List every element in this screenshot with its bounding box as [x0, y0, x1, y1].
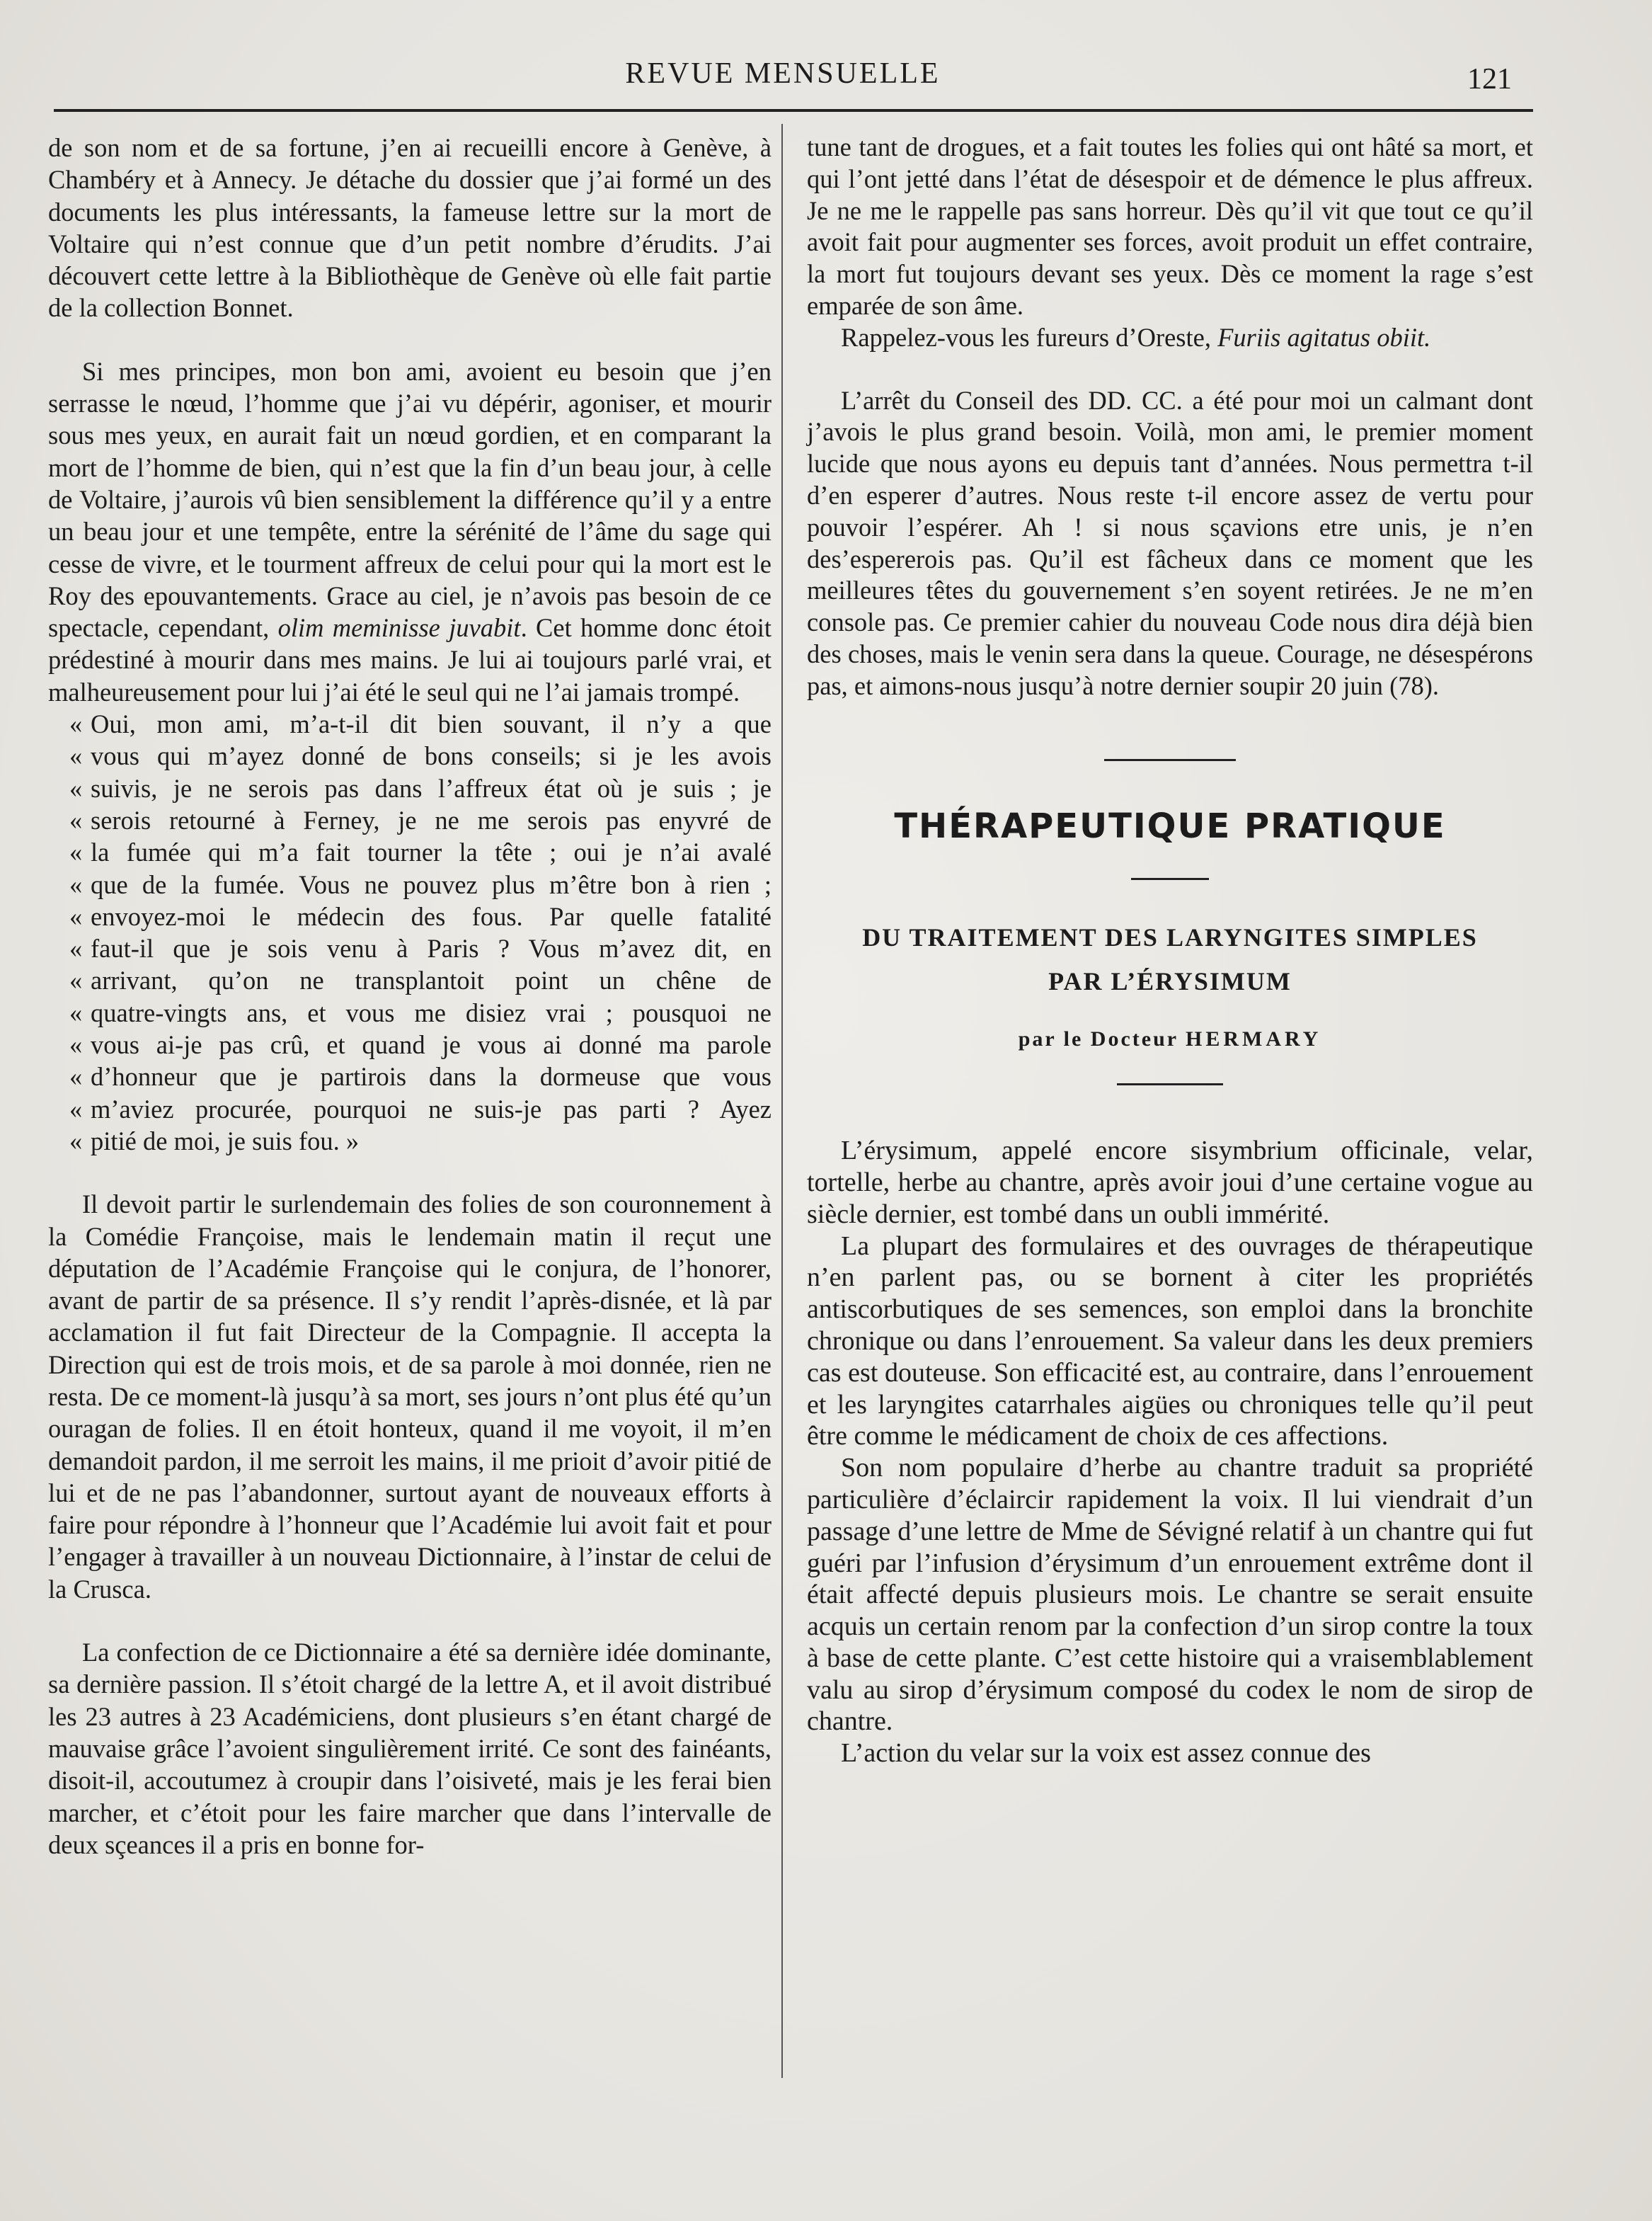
quote-mark: «: [69, 1062, 83, 1092]
quote-mark: «: [69, 773, 83, 803]
quote-mark: «: [69, 741, 83, 771]
paragraph-gap: [48, 1605, 771, 1636]
article-title-line-1: DU TRAITEMENT DES LARYNGITES SIMPLES: [862, 923, 1478, 952]
voltaire-quote-block: [48, 708, 771, 1157]
quote-line-text: arrivant, qu’on ne transplantoit point un chêne de: [91, 966, 771, 995]
quote-mark: «: [69, 1126, 83, 1155]
page-number: 121: [1467, 63, 1512, 96]
article-body: [807, 1135, 1533, 1769]
byline-rule: [1117, 1083, 1223, 1085]
left-paragraph-3: Il devoit partir le surlendemain des folies de son couronnement à la Comédie Françoise, mais le lendemain matin il reçut une députation de l’Académie Françoise qui le conjura, de l’honorer, avant de partir de sa présence. Il s’y rendit l’après-disnée, et là par acclamation il fut fait Directeur de la Compagnie. Il accepta la Direction qui est de trois mois, et de sa parole à moi donnée, rien ne resta. De ce moment-là jusqu’à sa mort, ses jours n’ont plus été qu’un ouragan de folies. Il en étoit honteux, quand il me voyoit, il m’en demandoit pardon, il me serroit les mains, il me prioit d’avoir pitié de lui et de ne pas l’abandonner, surtout ayant de nouveaux efforts à faire pour répondre à l’honneur que l’Académie lui avoit fait et pour l’engager à travailler à un nouveau Dictionnaire, à l’instar de celui de la Crusca.: [48, 1189, 771, 1604]
quote-mark: «: [69, 805, 83, 835]
quote-mark: «: [69, 1030, 83, 1060]
section-separator-rule: [1104, 759, 1236, 761]
quote-mark: «: [69, 901, 83, 931]
quote-mark: «: [69, 1094, 83, 1124]
paragraph-gap: [48, 324, 771, 355]
author-name: HERMARY: [1186, 1027, 1322, 1051]
quote-line: [48, 1029, 771, 1061]
quote-line-text: faut-il que je sois venu à Paris ? Vous m’avez dit, en: [91, 934, 771, 964]
quote-mark: «: [69, 709, 83, 739]
article-paragraph-1: L’érysimum, appelé encore sisymbrium officinale, velar, tortelle, herbe au chantre, après avoir joui d’une certaine vogue au siècle dernier, est tombé dans un oubli immérité.: [807, 1136, 1533, 1229]
left-paragraph-2: [48, 355, 771, 708]
quote-line: [48, 1093, 771, 1125]
quote-line-text: m’aviez procurée, pourquoi ne suis-je pas parti ? Ayez: [91, 1094, 771, 1124]
article-paragraph-2: La plupart des formulaires et des ouvrages de thérapeutique n’en parlent pas, ou se bornent à citer les propriétés antiscorbutiques de ses semences, son emploi dans la bronchite chronique ou dans l’enrouement. Sa valeur dans les deux premiers cas est douteuse. Son efficacité est, au contraire, dans l’enrouement et les laryngites catarrhales aigües ou chroniques telle qu’il peut être comme le médicament de choix de ces affections.: [807, 1231, 1533, 1451]
quote-line: [48, 869, 771, 901]
quote-line: [48, 1125, 771, 1157]
quote-line: [48, 772, 771, 804]
right-paragraph-2: [807, 322, 1533, 354]
header-rule: [54, 109, 1533, 112]
article-paragraph-3: Son nom populaire d’herbe au chantre traduit sa propriété particulière d’éclaircir rapidement la voix. Il lui viendrait d’un passage d’une lettre de Mme de Sévigné relatif à un chantre qui fut guéri par l’infusion d’érysimum d’un enrouement extrême dont il était affecté depuis plusieurs mois. Le chantre se serait ensuite acquis un certain renom par la confection d’un sirop contre la toux à base de cette plante. C’est cette histoire qui a vraisemblablement valu au sirop d’érysimum composé du codex le nom de sirop de chantre.: [807, 1453, 1533, 1737]
running-title: REVUE MENSUELLE: [625, 57, 941, 90]
quote-line: [48, 836, 771, 868]
quote-line-text: d’honneur que je partirois dans la dormeuse que vous: [91, 1062, 771, 1092]
byline: [807, 1023, 1533, 1055]
quote-line-text: pitié de moi, je suis fou. »: [91, 1126, 360, 1155]
quote-line: [48, 932, 771, 964]
quote-mark: «: [69, 869, 83, 899]
section-title-underline: [1131, 878, 1209, 880]
latin-phrase-italic: Furiis agitatus obiit.: [1217, 322, 1431, 352]
quote-line-text: la fumée qui m’a fait tourner la tête ; oui je n’ai avalé: [91, 838, 771, 867]
left-paragraph-2-text-b: . Cet homme donc étoit prédestiné à mourir dans mes mains. Je lui ai toujours parlé vrai, et malheureusement pour lui j’ai été le seul qui ne l’ai jamais trompé.: [48, 613, 771, 707]
section-title: THÉRAPEUTIQUE PRATIQUE: [894, 806, 1446, 846]
quote-mark: «: [69, 998, 83, 1027]
running-head: [54, 57, 1512, 106]
quote-line: [48, 1061, 771, 1092]
quote-mark: «: [69, 838, 83, 867]
quote-line-text: vous ai-je pas crû, et quand je vous ai donné ma parole: [91, 1030, 771, 1060]
quote-line-text: quatre-vingts ans, et vous me disiez vrai ; pousquoi ne: [91, 998, 771, 1027]
quote-line-text: envoyez-moi le médecin des fous. Par quelle fatalité: [91, 901, 771, 931]
quote-line: [48, 740, 771, 772]
quote-line-text: que de la fumée. Vous ne pouvez plus m’être bon à rien ;: [91, 869, 771, 899]
right-column: [807, 132, 1533, 1769]
quote-line-text: serois retourné à Ferney, je ne me serois pas enyvré de: [91, 805, 771, 835]
quote-line: [48, 997, 771, 1029]
byline-prefix: par le Docteur: [1018, 1027, 1186, 1051]
left-paragraph-4: La confection de ce Dictionnaire a été sa dernière idée dominante, sa dernière passion. Il s’étoit chargé de la lettre A, et il avoit distribué les 23 autres à 23 Académiciens, dont plusieurs s’en étant chargé de mauvaise grâce l’avoient singulièrement irrité. Ce sont des fainéants, disoit-il, accoutumez à croupir dans l’oisiveté, mais je les ferai bien marcher, et c’étoit pour les faire marcher que dans l’intervalle de deux sçeances il a pris en bonne for-: [48, 1638, 771, 1859]
right-paragraph-3: L’arrêt du Conseil des DD. CC. a été pour moi un calmant dont j’avois le plus grand besoin. Voilà, mon ami, le premier moment lucide que nous ayons eu depuis tant d’années. Nous permettra t-il d’en esperer d’autres. Nous reste t-il encore assez de vertu pour pouvoir l’espérer. Ah ! si nous sçavions etre unis, je n’en des’espererois pas. Qu’il est fâcheux dans ce moment que les meilleures têtes du gouvernement s’en soyent retirées. Je ne m’en console pas. Ce premier cahier du nouveau Code nous dira déjà bien des choses, mais le venin sera dans la queue. Courage, ne désespérons pas, et aimons-nous jusqu’à notre dernier soupir 20 juin (78).: [807, 385, 1533, 700]
quote-mark: «: [69, 934, 83, 964]
column-divider: [781, 124, 783, 2078]
right-paragraph-2-text: Rappelez-vous les fureurs d’Oreste,: [841, 322, 1218, 352]
quote-line: [48, 964, 771, 996]
quote-mark: «: [69, 966, 83, 995]
section-spacer: [807, 702, 1533, 759]
paragraph-gap: [48, 1157, 771, 1188]
left-paragraph-1: de son nom et de sa fortune, j’en ai recueilli encore à Genève, à Chambéry et à Annecy. Je détache du dossier que j’ai formé un des documents les plus intéressants, la fameuse lettre sur la mort de Voltaire qui n’est connue que d’un petit nombre d’érudits. J’ai découvert cette lettre à la Bibliothèque de Genève où elle fait partie de la collection Bonnet.: [48, 133, 771, 323]
article-title: [807, 915, 1533, 1003]
article-paragraph-4: L’action du velar sur la voix est assez connue des: [841, 1738, 1371, 1769]
quote-line-text: suivis, je ne serois pas dans l’affreux état où je suis ; je: [91, 773, 771, 803]
quote-line: [48, 804, 771, 836]
article-title-line-2: PAR L’ÉRYSIMUM: [1048, 966, 1292, 995]
quote-line-text: vous qui m’ayez donné de bons conseils; si je les avois: [91, 741, 771, 771]
quote-line-text: Oui, mon ami, m’a-t-il dit bien souvant, il n’y a que: [91, 709, 771, 739]
left-column: [48, 132, 771, 1861]
right-paragraph-1: tune tant de drogues, et a fait toutes les folies qui ont hâté sa mort, et qui l’ont jetté dans l’état de désespoir et de démence le plus affreux. Je ne me le rappelle pas sans horreur. Dès qu’il vit que tout ce qu’il avoit fait pour augmenter ses forces, avoit produit un effet contraire, la mort fut toujours devant ses yeux. Dès ce moment la rage s’est emparée de son âme.: [807, 132, 1533, 320]
quote-line: [48, 708, 771, 740]
quote-line: [48, 901, 771, 932]
left-paragraph-2-text-a: Si mes principes, mon bon ami, avoient eu besoin que j’en serrasse le nœud, l’homme que j’ai vu dépérir, agoniser, et mourir sous mes yeux, en aurait fait un nœud gordien, et en comparant la mort de l’homme de bien, qui n’est que la fin d’un beau jour, à celle de Voltaire, j’aurois vû bien sensiblement la différence qu’il y a entre un beau jour et une tempête, entre la sérénité de l’âme du sage qui cesse de vivre, et le tourment affreux de celui pour qui la mort est le Roy des epouvantements. Grace au ciel, je n’avois pas besoin de ce spectacle, cependant,: [48, 356, 771, 643]
latin-quote-italic: olim meminisse juvabit: [277, 613, 521, 643]
paragraph-gap: [807, 354, 1533, 385]
